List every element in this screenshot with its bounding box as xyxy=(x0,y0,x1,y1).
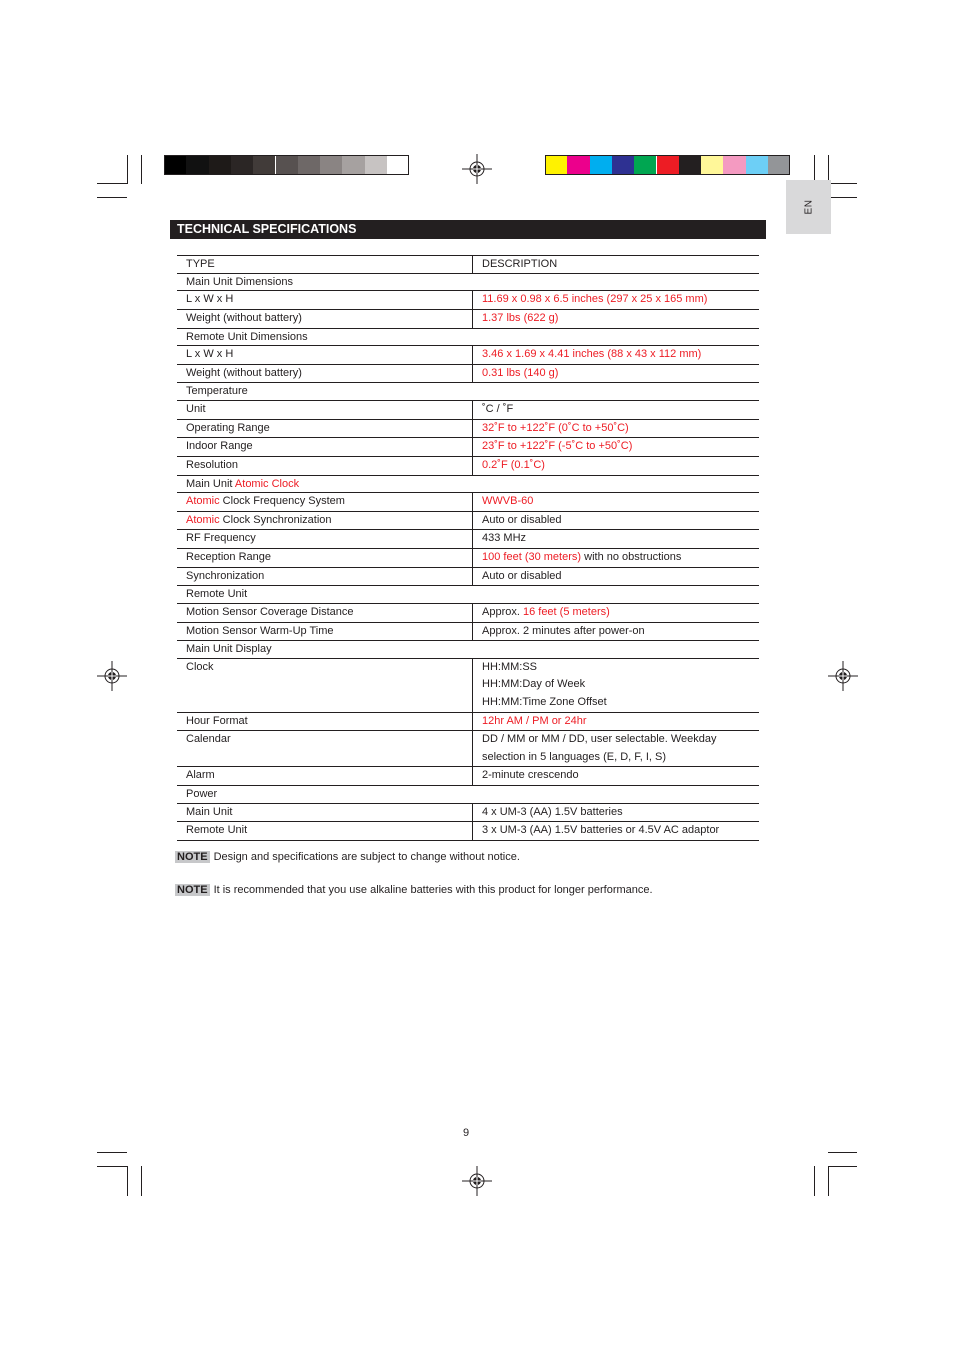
spec-type xyxy=(177,346,473,365)
spec-description xyxy=(473,822,760,841)
text-segment: 4 x UM-3 (AA) 1.5V batteries xyxy=(482,805,623,818)
column-header-type: TYPE xyxy=(177,256,473,274)
text-segment: L x W x H xyxy=(186,293,234,306)
text-segment: Remote Unit xyxy=(186,588,248,601)
spec-type xyxy=(177,438,473,457)
text-segment: Auto or disabled xyxy=(482,569,562,582)
description-line xyxy=(482,310,750,328)
text-segment: WWVB-60 xyxy=(482,495,534,508)
text-segment: Synchronization xyxy=(186,569,265,582)
spec-description xyxy=(473,549,760,568)
table-row xyxy=(177,346,759,365)
table-row xyxy=(177,549,759,568)
table-row xyxy=(177,731,759,767)
text-segment: Clock Synchronization xyxy=(219,513,332,526)
text-segment: HH:MM:Time Zone Offset xyxy=(482,696,607,709)
text-segment: RF Frequency xyxy=(186,532,256,545)
text-segment: 100 feet (30 meters) xyxy=(482,551,582,564)
spec-type xyxy=(177,603,473,622)
description-line xyxy=(482,822,750,840)
section-row xyxy=(177,328,759,346)
section-label xyxy=(177,641,759,659)
spec-description xyxy=(473,310,760,329)
table-row xyxy=(177,291,759,310)
table-row xyxy=(177,567,759,586)
spec-description xyxy=(473,731,760,767)
spec-type xyxy=(177,549,473,568)
text-segment: 2-minute crescendo xyxy=(482,769,579,782)
page-number: 9 xyxy=(463,1127,470,1139)
description-line xyxy=(482,568,750,586)
spec-description xyxy=(473,291,760,310)
spec-description xyxy=(473,364,760,383)
description-line xyxy=(482,512,750,530)
registration-mark-icon xyxy=(828,661,858,691)
text-segment: Motion Sensor Warm-Up Time xyxy=(186,624,334,637)
spec-type xyxy=(177,493,473,512)
table-row xyxy=(177,622,759,641)
table-row xyxy=(177,456,759,475)
specifications-table xyxy=(177,255,759,841)
text-segment: Remote Unit Dimensions xyxy=(186,330,308,343)
description-line xyxy=(482,713,750,731)
spec-type xyxy=(177,291,473,310)
spec-description xyxy=(473,419,760,438)
text-segment: Atomic Clock xyxy=(234,477,300,490)
section-title: TECHNICAL SPECIFICATIONS xyxy=(170,220,766,239)
note-text: Design and specifications are subject to change without notice. xyxy=(213,851,520,863)
section-row xyxy=(177,586,759,604)
section-label xyxy=(177,328,759,346)
text-segment: Main Unit Display xyxy=(186,643,272,656)
table-row xyxy=(177,603,759,622)
description-line xyxy=(482,530,750,548)
note-2 xyxy=(175,883,653,897)
text-segment: Power xyxy=(186,787,218,800)
text-segment: 23˚F to +122˚F (-5˚C to +50˚C) xyxy=(482,440,633,453)
table-row xyxy=(177,530,759,549)
spec-description xyxy=(473,803,760,822)
description-line xyxy=(482,694,750,712)
text-segment: Atomic xyxy=(186,495,220,508)
text-segment: with no obstructions xyxy=(581,551,682,564)
section-row xyxy=(177,475,759,493)
text-segment: 32˚F to +122˚F (0˚C to +50˚C) xyxy=(482,421,629,434)
table-row xyxy=(177,438,759,457)
note-1 xyxy=(175,850,520,864)
description-line xyxy=(482,438,750,456)
text-segment: Weight (without battery) xyxy=(186,312,302,324)
description-line xyxy=(482,623,750,641)
table-row xyxy=(177,401,759,420)
text-segment: Remote Unit xyxy=(186,824,248,837)
text-segment: 0.2˚F (0.1˚C) xyxy=(482,458,545,471)
spec-type xyxy=(177,401,473,420)
text-segment: 3 x UM-3 (AA) 1.5V batteries or 4.5V AC adaptor xyxy=(482,824,720,837)
text-segment: Hour Format xyxy=(186,714,248,727)
table-row xyxy=(177,511,759,530)
section-label xyxy=(177,586,759,604)
description-line xyxy=(482,731,750,749)
section-label xyxy=(177,785,759,803)
spec-type xyxy=(177,731,473,767)
column-header-description: DESCRIPTION xyxy=(473,256,760,274)
text-segment: Clock Frequency System xyxy=(219,495,345,508)
section-row xyxy=(177,785,759,803)
table-row xyxy=(177,419,759,438)
text-segment: ˚C / ˚F xyxy=(482,403,514,416)
text-segment: L x W x H xyxy=(186,348,234,361)
section-row xyxy=(177,383,759,401)
spec-description xyxy=(473,658,760,712)
description-line xyxy=(482,749,750,767)
table-row xyxy=(177,803,759,822)
text-segment: Auto or disabled xyxy=(482,513,562,526)
spec-type xyxy=(177,364,473,383)
text-segment: HH:MM:SS xyxy=(482,660,537,673)
text-segment: 433 MHz xyxy=(482,532,527,545)
text-segment: Alarm xyxy=(186,769,215,782)
table-row xyxy=(177,822,759,841)
section-row xyxy=(177,641,759,659)
calibration-bar-outline xyxy=(545,155,790,175)
text-segment: Main Unit Dimensions xyxy=(186,275,293,288)
table-row xyxy=(177,364,759,383)
table-row xyxy=(177,767,759,786)
spec-description xyxy=(473,767,760,786)
registration-mark-icon xyxy=(97,661,127,691)
spec-description xyxy=(473,603,760,622)
note-tag: NOTE xyxy=(177,884,208,896)
text-segment: Reception Range xyxy=(186,551,272,564)
text-segment: Resolution xyxy=(186,458,238,471)
table-header-row xyxy=(177,256,759,274)
description-line xyxy=(482,291,750,309)
spec-type xyxy=(177,803,473,822)
description-line xyxy=(482,401,750,419)
registration-mark-icon xyxy=(462,154,492,184)
note-text: It is recommended that you use alkaline batteries with this product for longer performance. xyxy=(213,884,653,896)
spec-type xyxy=(177,456,473,475)
text-segment: Approx. xyxy=(482,605,523,618)
spec-type xyxy=(177,511,473,530)
text-segment: HH:MM:Day of Week xyxy=(482,678,586,691)
calibration-bar-outline xyxy=(164,155,409,175)
table-row xyxy=(177,712,759,731)
language-tab xyxy=(786,180,831,234)
description-line xyxy=(482,604,750,622)
spec-type xyxy=(177,530,473,549)
text-segment: 16 feet (5 meters) xyxy=(522,605,610,618)
spec-description xyxy=(473,346,760,365)
spec-type xyxy=(177,822,473,841)
spec-description xyxy=(473,622,760,641)
text-segment: Atomic xyxy=(186,513,220,526)
description-line xyxy=(482,365,750,383)
description-line xyxy=(482,549,750,567)
spec-description xyxy=(473,438,760,457)
spec-description xyxy=(473,530,760,549)
text-segment: 3.46 x 1.69 x 4.41 inches (88 x 43 x 112 mm) xyxy=(482,348,702,361)
text-segment: Operating Range xyxy=(186,421,270,434)
text-segment: DD / MM or MM / DD, user selectable. Weekday xyxy=(482,733,717,746)
note-tag: NOTE xyxy=(177,851,208,863)
spec-type xyxy=(177,712,473,731)
section-row xyxy=(177,273,759,291)
text-segment: Motion Sensor Coverage Distance xyxy=(186,605,354,618)
spec-description xyxy=(473,401,760,420)
description-line xyxy=(482,804,750,822)
table-row xyxy=(177,658,759,712)
text-segment: Main Unit xyxy=(186,477,235,490)
spec-type xyxy=(177,310,473,329)
text-segment: 0.31 lbs (140 g) xyxy=(482,366,559,379)
language-tab-label: EN xyxy=(803,199,814,215)
spec-type xyxy=(177,567,473,586)
text-segment: Weight (without battery) xyxy=(186,366,302,379)
table-row xyxy=(177,310,759,329)
spec-description xyxy=(473,511,760,530)
description-line xyxy=(482,457,750,475)
table-row xyxy=(177,493,759,512)
text-segment: Main Unit xyxy=(186,805,233,818)
section-label xyxy=(177,475,759,493)
text-segment: Unit xyxy=(186,403,206,416)
text-segment: 11.69 x 0.98 x 6.5 inches (297 x 25 x 165 mm) xyxy=(482,293,708,306)
description-line xyxy=(482,420,750,438)
text-segment: Temperature xyxy=(186,385,248,398)
description-line xyxy=(482,493,750,511)
text-segment: selection in 5 languages (E, D, F, I, S) xyxy=(482,750,667,763)
spec-description xyxy=(473,493,760,512)
spec-type xyxy=(177,419,473,438)
section-label xyxy=(177,273,759,291)
spec-description xyxy=(473,567,760,586)
text-segment: Approx. 2 minutes after power-on xyxy=(482,624,645,637)
text-segment: Calendar xyxy=(186,733,231,746)
text-segment: 1.37 lbs (622 g) xyxy=(482,312,559,324)
description-line xyxy=(482,676,750,694)
text-segment: Clock xyxy=(186,660,214,673)
description-line xyxy=(482,659,750,677)
section-label xyxy=(177,383,759,401)
spec-description xyxy=(473,456,760,475)
description-line xyxy=(482,767,750,785)
text-segment: Indoor Range xyxy=(186,440,253,453)
spec-type xyxy=(177,658,473,712)
registration-mark-icon xyxy=(462,1166,492,1196)
spec-type xyxy=(177,622,473,641)
text-segment: 12hr AM / PM or 24hr xyxy=(482,714,587,727)
spec-description xyxy=(473,712,760,731)
description-line xyxy=(482,346,750,364)
spec-type xyxy=(177,767,473,786)
